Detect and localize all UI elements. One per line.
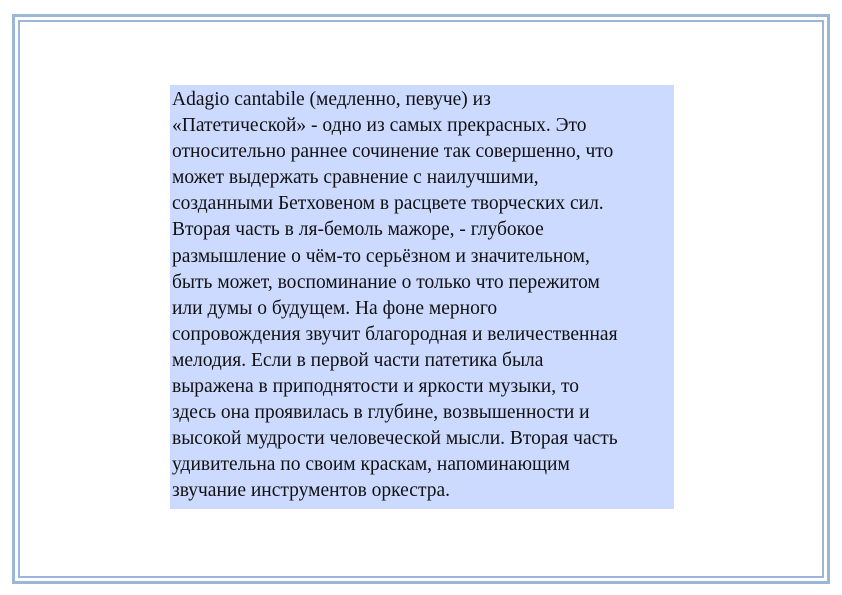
text-block xyxy=(170,85,674,509)
body-paragraph: Adagio cantabile (медленно, певуче) из «Патетической» - одно из самых прекрасных. Это относительно раннее сочинение так совершенно, что может выдержать сравнение с наилучшими, созданными Бетховеном в расцвете творческих сил. Вторая часть в ля-бемоль мажоре, - глубокое размышление о чём-то серьёзном и значительном, быть может, воспоминание о только что пережитом или думы о будущем. На фоне мерного сопровождения звучит благородная и величественная мелодия. Если в первой части патетика была выражена в приподнятости и яркости музыки, то здесь она проявилась в глубине, возвышенности и высокой мудрости человеческой мысли. Вторая часть удивительна по своим краскам, напоминающим звучание инструментов оркестра. xyxy=(172,89,618,502)
